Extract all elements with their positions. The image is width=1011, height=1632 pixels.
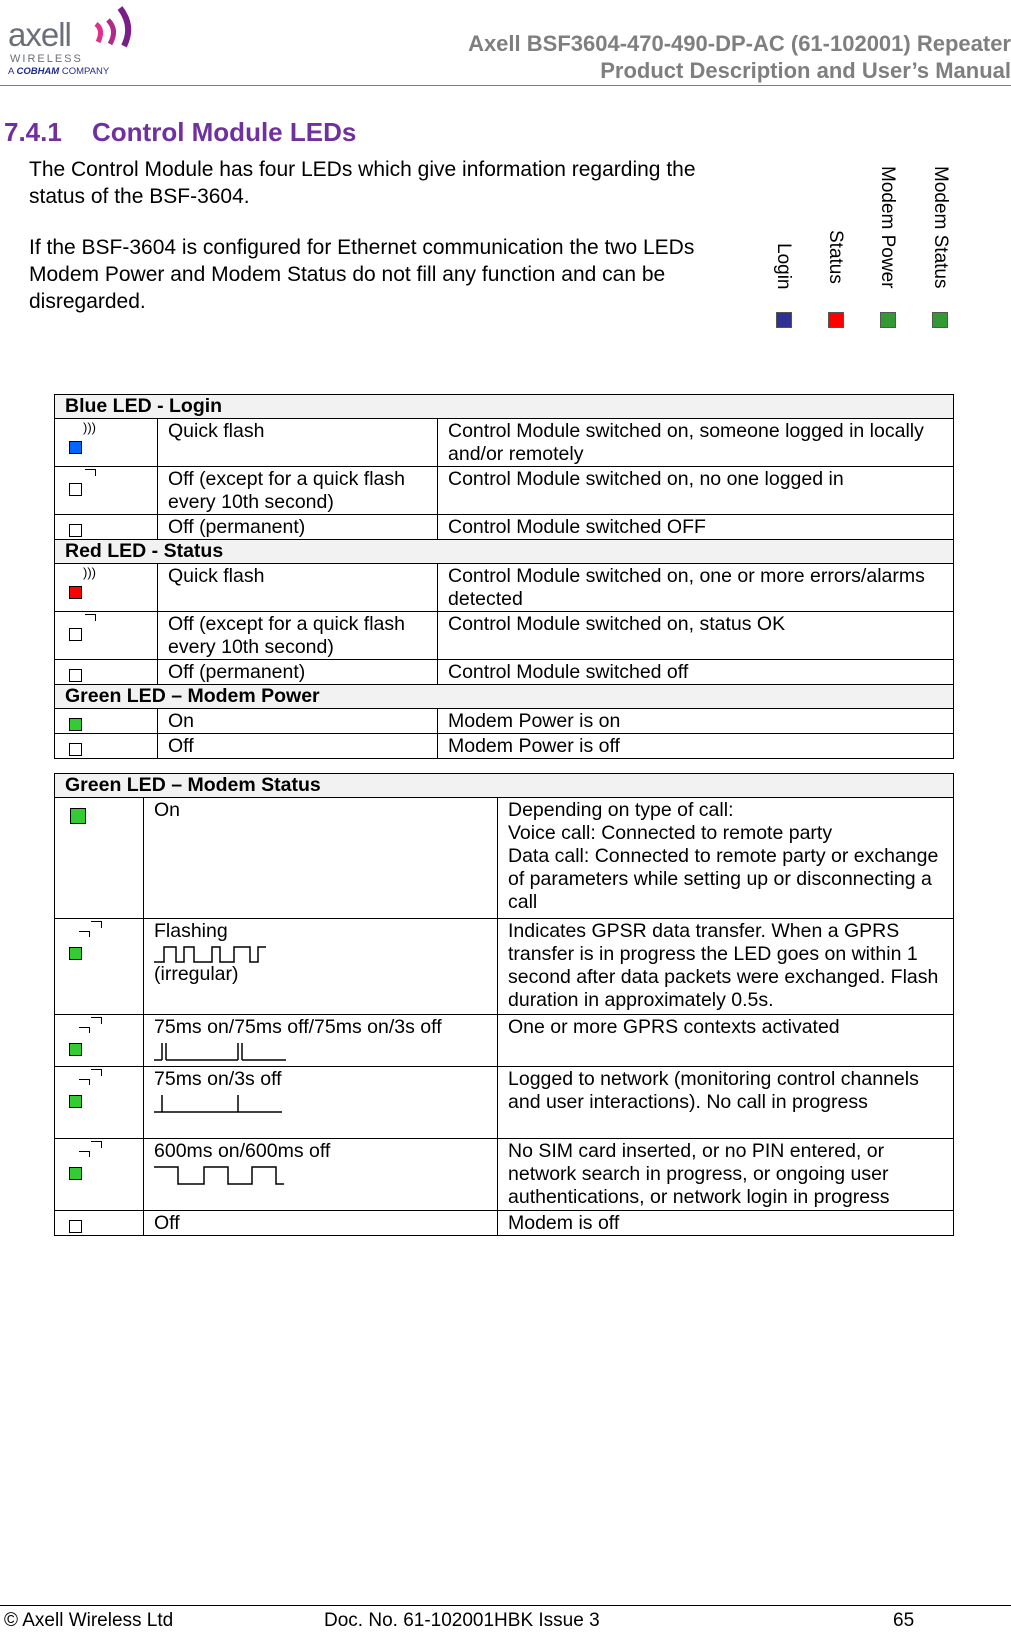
led-table-1 xyxy=(54,394,954,759)
flash-tick-icon xyxy=(91,1141,102,1148)
header-title-line1: Axell BSF3604-470-490-DP-AC (61-102001) Repeater xyxy=(468,31,1011,56)
led-meaning: Modem is off xyxy=(498,1211,954,1236)
meaning-line: Data call: Connected to remote party or exchange of parameters while setting up or disconnecting a call xyxy=(508,845,939,913)
led-meaning: Modem Power is on xyxy=(438,709,954,734)
led-label-modem-status: Modem Status xyxy=(930,166,951,289)
periodic-flash-led-icon xyxy=(69,483,82,496)
table-row xyxy=(55,515,954,540)
flash-tick-icon xyxy=(79,1151,90,1157)
flash-tick-icon xyxy=(85,614,96,621)
table-row xyxy=(55,734,954,759)
led-state: Off (except for a quick flash every 10th second) xyxy=(158,612,438,660)
square-wave-waveform-icon xyxy=(154,1165,289,1185)
meaning-line: Voice call: Connected to remote party xyxy=(508,822,833,844)
table-row xyxy=(55,709,954,734)
table-row xyxy=(55,612,954,660)
periodic-flash-led-icon xyxy=(69,628,82,641)
table-section-header xyxy=(55,685,954,709)
logo-company: A COBHAM COMPANY xyxy=(8,66,110,77)
led-meaning: No SIM card inserted, or no PIN entered, or network search in progress, or ongoing user authentications, or network login in progress xyxy=(498,1139,954,1211)
led-icon-cell xyxy=(55,1015,144,1067)
led-icon-cell xyxy=(55,419,158,467)
blue-led-header: Blue LED - Login xyxy=(55,395,954,419)
led-state: 75ms on/3s off xyxy=(154,1068,282,1090)
led-meaning: Indicates GPSR data transfer. When a GPRS transfer is in progress the LED goes on within 1 second after data packets were exchanged. Flash duration in approximately 0.5s. xyxy=(498,919,954,1015)
table-section-header xyxy=(55,395,954,419)
double-pulse-waveform-icon xyxy=(154,1041,289,1061)
table-row xyxy=(55,419,954,467)
logo-wireless: WIRELESS xyxy=(10,53,83,65)
led-icon-cell xyxy=(55,564,158,612)
led-meaning: Logged to network (monitoring control channels and user interactions). No call in progress xyxy=(498,1067,954,1139)
led-state-note: (irregular) xyxy=(154,963,239,985)
footer-page-number: 65 xyxy=(893,1610,915,1631)
flash-tick-icon xyxy=(79,931,90,937)
table-row xyxy=(55,660,954,685)
led-meaning xyxy=(498,798,954,919)
green-power-header: Green LED – Modem Power xyxy=(55,685,954,709)
led-status-indicator xyxy=(828,312,844,328)
section-title: Control Module LEDs xyxy=(92,117,357,147)
intro-text xyxy=(29,156,729,339)
irregular-pulse-waveform-icon xyxy=(154,945,270,963)
logo-wordmark: axell xyxy=(8,16,71,53)
intro-paragraph-1: The Control Module has four LEDs which give information regarding the status of the BSF-3604. xyxy=(29,158,696,208)
header-title-line2: Product Description and User’s Manual xyxy=(600,58,1011,83)
table-row xyxy=(55,1067,954,1139)
led-label-modem-power: Modem Power xyxy=(877,166,898,289)
table-row xyxy=(55,564,954,612)
led-icon-cell xyxy=(55,612,158,660)
led-icon-cell xyxy=(55,1211,144,1236)
flashing-led-icon xyxy=(69,1043,82,1056)
led-state: Flashing xyxy=(154,920,228,942)
table-row xyxy=(55,1139,954,1211)
flash-rays-icon: ))) xyxy=(83,565,96,580)
led-state-cell xyxy=(144,1139,498,1211)
meaning-line: Depending on type of call: xyxy=(508,799,734,821)
table-row xyxy=(55,798,954,919)
flash-rays-icon: ))) xyxy=(83,420,96,435)
header-divider xyxy=(0,85,1011,86)
led-state: Off (permanent) xyxy=(158,660,438,685)
led-icon-cell xyxy=(55,709,158,734)
led-icon-cell xyxy=(55,1139,144,1211)
flashing-led-icon xyxy=(69,1167,82,1180)
led-state: Off xyxy=(158,734,438,759)
table-section-header xyxy=(55,774,954,798)
led-meaning: Control Module switched on, no one logged in xyxy=(438,467,954,515)
led-modem-status-indicator xyxy=(932,312,948,328)
led-state: Quick flash xyxy=(158,419,438,467)
flash-tick-icon xyxy=(91,1017,102,1024)
led-state: Quick flash xyxy=(158,564,438,612)
led-modem-power-indicator xyxy=(880,312,896,328)
led-on-icon xyxy=(69,718,82,731)
led-state: 75ms on/75ms off/75ms on/3s off xyxy=(154,1016,442,1038)
led-icon-cell xyxy=(55,1067,144,1139)
flash-tick-icon xyxy=(91,921,102,928)
led-meaning: Control Module switched on, one or more errors/alarms detected xyxy=(438,564,954,612)
led-off-icon xyxy=(69,524,82,537)
led-state-cell xyxy=(144,1067,498,1139)
led-icon-cell xyxy=(55,798,144,919)
led-meaning: Control Module switched off xyxy=(438,660,954,685)
led-state-cell xyxy=(144,1015,498,1067)
led-off-icon xyxy=(69,1220,82,1233)
flash-tick-icon xyxy=(79,1027,90,1033)
led-state: Off (permanent) xyxy=(158,515,438,540)
led-label-status: Status xyxy=(825,230,846,284)
led-icon-cell xyxy=(55,919,144,1015)
logo-swoosh-icon xyxy=(90,2,140,52)
led-icon-cell xyxy=(55,660,158,685)
quick-flash-led-icon xyxy=(69,441,82,454)
section-number: 7.4.1 xyxy=(4,117,62,147)
footer-divider xyxy=(0,1605,1011,1606)
flashing-led-icon xyxy=(69,947,82,960)
led-off-icon xyxy=(69,743,82,756)
quick-flash-led-icon xyxy=(69,586,82,599)
led-icon-cell xyxy=(55,734,158,759)
led-state: On xyxy=(158,709,438,734)
led-state: Off (except for a quick flash every 10th second) xyxy=(158,467,438,515)
led-label-login: Login xyxy=(773,243,794,290)
flash-tick-icon xyxy=(79,1079,90,1085)
single-pulse-waveform-icon xyxy=(154,1093,284,1113)
red-led-header: Red LED - Status xyxy=(55,540,954,564)
flash-tick-icon xyxy=(85,469,96,476)
led-meaning: Control Module switched on, status OK xyxy=(438,612,954,660)
led-table-2 xyxy=(54,773,954,1236)
led-meaning: Control Module switched on, someone logged in locally and/or remotely xyxy=(438,419,954,467)
led-state: 600ms on/600ms off xyxy=(154,1140,331,1162)
led-meaning: Modem Power is off xyxy=(438,734,954,759)
led-state: On xyxy=(144,798,498,919)
table-row xyxy=(55,467,954,515)
led-meaning: Control Module switched OFF xyxy=(438,515,954,540)
green-status-header: Green LED – Modem Status xyxy=(55,774,954,798)
intro-paragraph-2: If the BSF-3604 is configured for Ethernet communication the two LEDs Modem Power and Modem Status do not fill any function and can be disregarded. xyxy=(29,236,695,313)
footer-doc-number: Doc. No. 61-102001HBK Issue 3 xyxy=(324,1610,600,1631)
table-row xyxy=(55,1211,954,1236)
led-state-cell xyxy=(144,919,498,1015)
led-icon-cell xyxy=(55,515,158,540)
company-logo xyxy=(6,2,141,80)
led-state: Off xyxy=(144,1211,498,1236)
led-meaning: One or more GPRS contexts activated xyxy=(498,1015,954,1067)
flash-tick-icon xyxy=(91,1069,102,1076)
led-off-icon xyxy=(69,669,82,682)
led-icon-cell xyxy=(55,467,158,515)
led-login-indicator xyxy=(776,312,792,328)
document-header-title xyxy=(468,30,1011,84)
led-on-icon xyxy=(70,808,86,824)
table-row xyxy=(55,919,954,1015)
flashing-led-icon xyxy=(69,1095,82,1108)
footer-copyright: © Axell Wireless Ltd xyxy=(4,1610,174,1631)
table-row xyxy=(55,1015,954,1067)
table-section-header xyxy=(55,540,954,564)
